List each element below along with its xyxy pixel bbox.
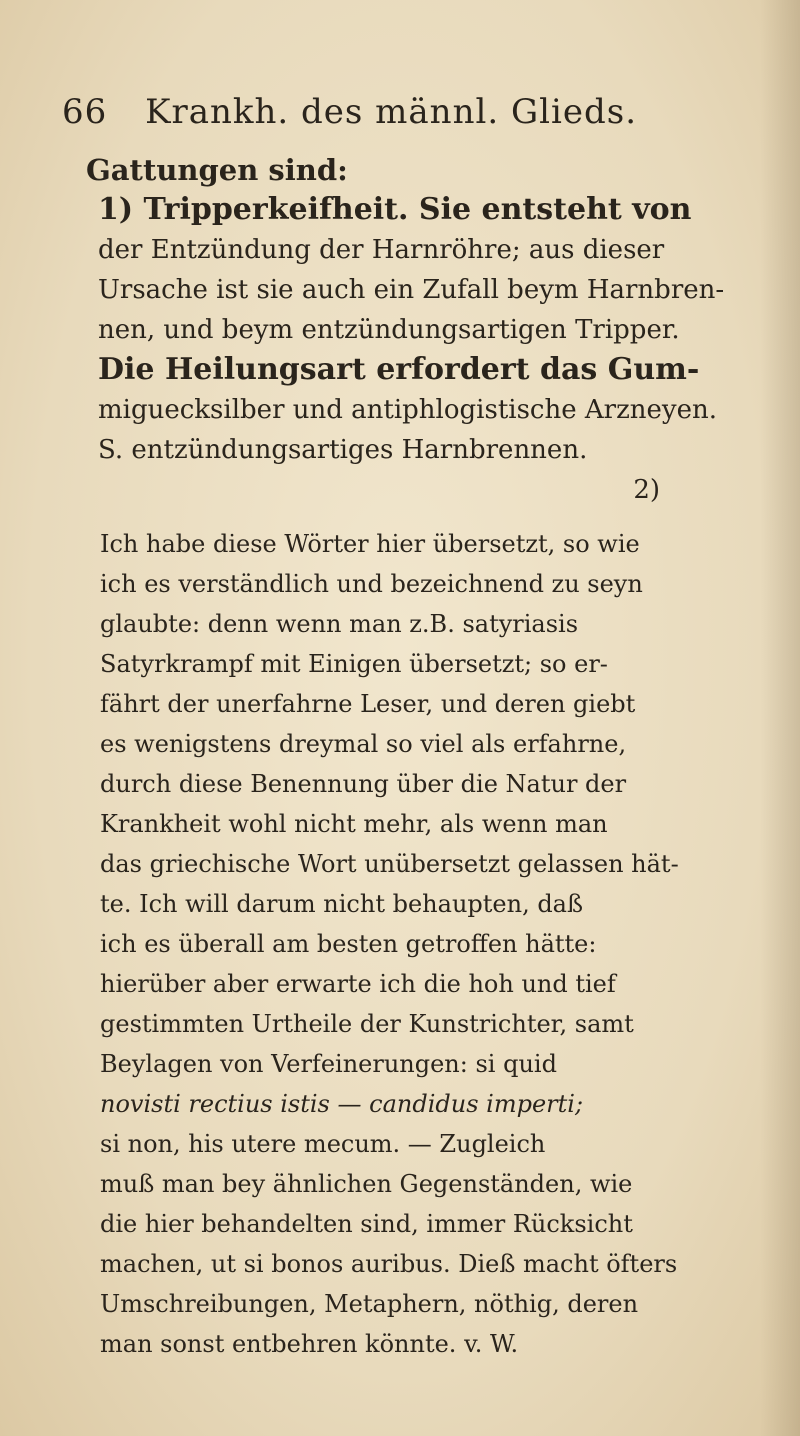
footnote-line: man sonst entbehren könnte. v. W. [100,1330,519,1358]
footnote-line: ich es verständlich und bezeichnend zu seyn [100,570,643,598]
running-title: Krankh. des männl. Glieds. [145,92,638,132]
footnote-line: Beylagen von Verfeinerungen: si quid [100,1050,557,1078]
footnote-line: te. Ich will darum nicht behaupten, daß [100,890,584,918]
footnote-line: das griechische Wort unübersetzt gelassen hät- [100,850,679,878]
footnote-line: die hier behandelten sind, immer Rücksicht [100,1210,633,1238]
text-line: nen, und beym entzündungsartigen Tripper. [98,315,680,345]
text-line: miguecksilber und antiphlogistische Arzneyen. [98,395,718,425]
footnote-line: muß man bey ähnlichen Gegenständen, wie [100,1170,633,1198]
section-heading: Gattungen sind: [86,153,348,187]
page-number: 66 [62,92,108,132]
footnote-line: gestimmten Urtheile der Kunstrichter, samt [100,1010,634,1038]
footnote-line: Umschreibungen, Metaphern, nöthig, deren [100,1290,639,1318]
footnote-line: Krankheit wohl nicht mehr, als wenn man [100,810,608,838]
text-line: 1) Tripperkeifheit. Sie entsteht von [98,192,692,227]
footnote-line: hierüber aber erwarte ich die hoh und tief [100,970,616,998]
footnote-line: Satyrkrampf mit Einigen übersetzt; so er- [100,650,608,678]
footnote-line-latin: novisti rectius istis — candidus imperti; [100,1090,584,1118]
text-line: Ursache ist sie auch ein Zufall beym Harnbren- [98,275,725,305]
text-line: der Entzündung der Harnröhre; aus dieser [98,235,665,265]
footnote-line: Ich habe diese Wörter hier übersetzt, so wie [100,530,640,558]
text-line: Die Heilungsart erfordert das Gum- [98,352,700,387]
body-text [86,150,725,1364]
footnote-line: ich es überall am besten getroffen hätte: [100,930,597,958]
footnote-line: glaubte: denn wenn man z.B. satyriasis [100,610,579,638]
spacer [100,510,700,524]
footnote-line: si non, his utere mecum. — Zugleich [100,1130,546,1158]
text-line: S. entzündungsartiges Harnbrennen. [98,435,588,465]
footnote-marker: 2) [633,475,660,505]
page-header [62,92,702,138]
footnote-line: durch diese Benennung über die Natur der [100,770,627,798]
footnote-line: fährt der unerfahrne Leser, und deren giebt [100,690,636,718]
footnote-line: machen, ut si bonos auribus. Dieß macht öfters [100,1250,678,1278]
footnote-line: es wenigstens dreymal so viel als erfahrne, [100,730,627,758]
page-edge-shadow [760,0,800,1436]
